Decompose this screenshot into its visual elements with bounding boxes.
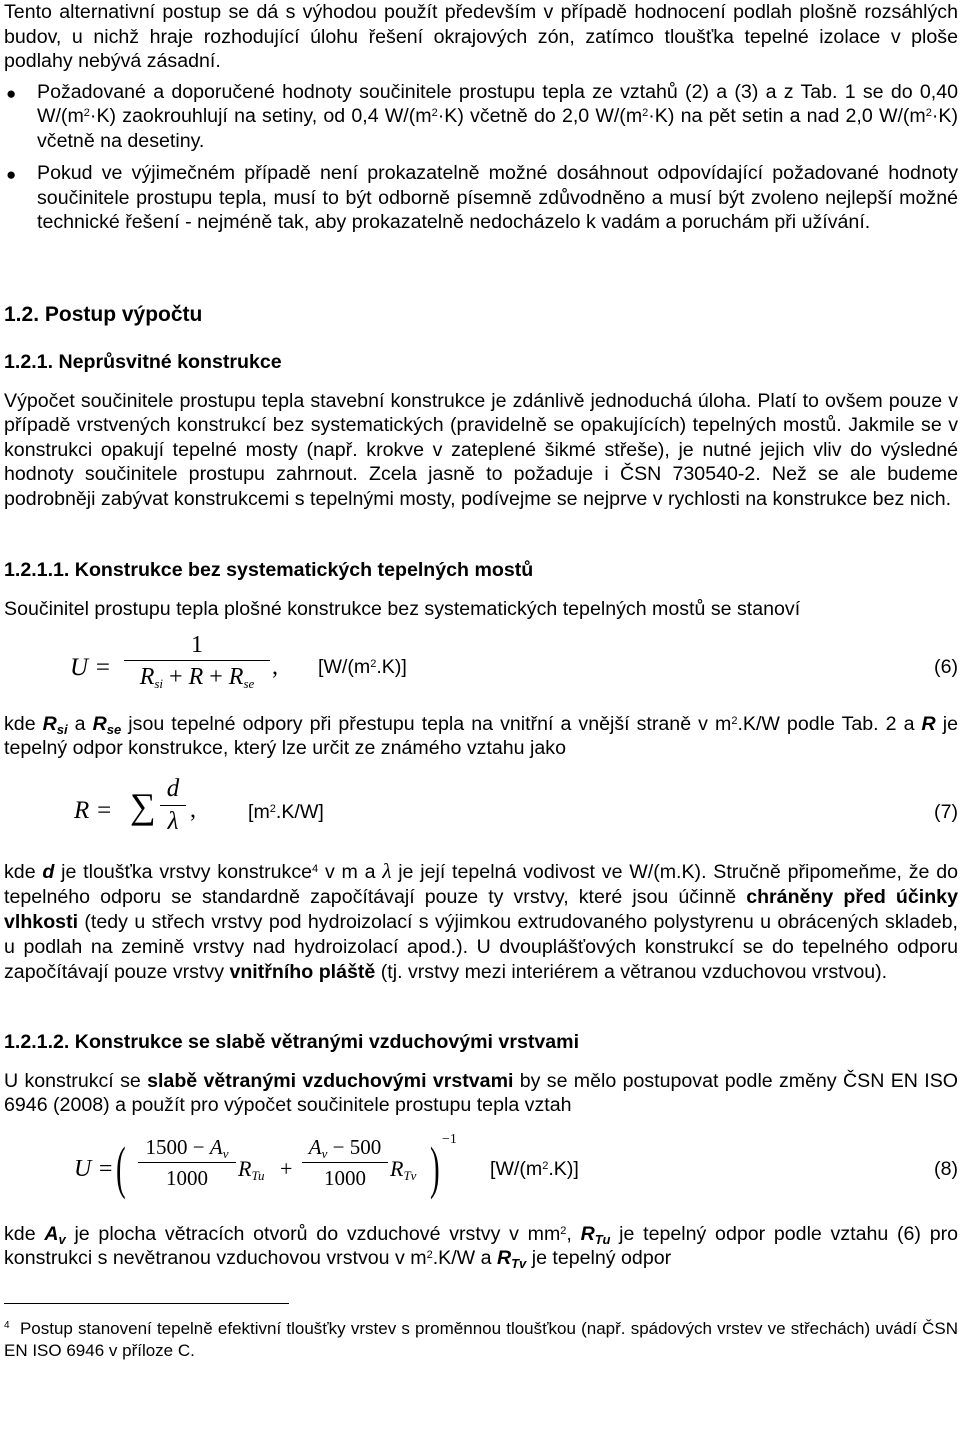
left-paren-icon: ( — [116, 1134, 126, 1200]
equation-6-fraction: 1 $R_{si} + R + R_{se}$ — [124, 630, 270, 693]
bullet-icon: ● — [6, 83, 17, 103]
section-1-2-1-2-intro: U konstrukcí se slabě větranými vzduchovými vrstvami by se mělo postupovat podle změny ČSN EN ISO 6946 (2008) a použít pro výpočet součinitele prostupu tepla vztah — [4, 1069, 958, 1116]
footnote-divider — [4, 1303, 289, 1304]
equation-number-8: (8) — [934, 1157, 958, 1180]
right-paren-icon: ) — [430, 1134, 440, 1200]
equation-number-6: (6) — [934, 655, 958, 678]
footnote-4: $^4$ Postup stanovení tepelně efektivní tloušťky vrstev s proměnnou tloušťkou (např. spádových vrstev ve střechách) uvádí ČSN EN ISO 6946 v příloze C. — [4, 1318, 959, 1360]
section-heading-1-2-1: 1.2.1. Neprůsvitné konstrukce — [4, 350, 282, 373]
equation-6: U = 1 $R_{si} + R + R_{se}$ , $[W/(m^2.K)]$ (6) — [70, 631, 958, 691]
equation-8: U = ( $1500 - A_v$ 1000 $R_{Tu}$ + $A_v - 500$ 1000 $R_{Tv}$ ) −1 $[W/(m^2.K)]$ (8) — [74, 1131, 958, 1200]
equation-number-7: (7) — [934, 800, 958, 823]
section-1-2-1-text: Výpočet součinitele prostupu tepla stavební konstrukce je zdánlivě jednoduchá úloha. Platí to ovšem pouze v případě vrstvených konstrukcí bez systematických (pravidelně se opakujících) tepelných mostů. Jakmile se v konstrukci opakují tepelné mosty (např. krokve v zateplené šikmé střeše), je nutné jejich vliv do výsledné hodnoty součinitele prostupu zahrnout. Zcela jasně to požaduje i ČSN 730540-2. Než se ale budeme podrobněji zabývat konstrukcemi s tepelnými mosty, podívejme se nejprve v rychlosti na konstrukce bez nich. — [4, 389, 958, 510]
document-page — [4, 0, 958, 1362]
bullet-list — [4, 80, 958, 235]
equation-8-fraction-1: $1500 - A_v$ 1000 — [138, 1132, 236, 1193]
bullet-icon: ● — [6, 165, 17, 184]
equation-8-explanation: kde $A_v$ je plocha větracích otvorů do vzduchové vrstvy v $mm^2$, $R_{Tu}$ je tepelný odpor podle vztahu (6) pro konstrukci s nevětranou vzduchovou vrstvou v $m^2.K/W$ a $R_{Tv}$ je tepelný odpor — [4, 1222, 959, 1271]
equation-8-fraction-2: $A_v - 500$ 1000 — [302, 1132, 388, 1193]
equation-6-explanation: kde $R_{si}$ a $R_{se}$ jsou tepelné odpory při přestupu tepla na vnitřní a vnější straně v $m^2.K/W$ podle Tab. 2 a R je tepelný odpor konstrukce, který lze určit ze známého vztahu jako — [4, 712, 958, 759]
equation-7-explanation: kde d je tloušťka vrstvy konstrukce$^4$ v m a λ je její tepelná vodivost ve W/(m.K). Stručně připomeňme, že do tepelného odporu se standardně započítávají pouze ty vrstvy, které jsou účinně chráněny před účinky vlhkosti (tedy u střech vrstvy pod hydroizolací s výjimkou extrudovaného polystyrenu u obrácených skladeb, u podlah na zemině vrstvy nad hydroizolací apod.). U dvouplášťových konstrukcí se do tepelného odporu započítávají pouze vrstvy vnitřního pláště (tj. vrstvy mezi interiérem a větranou vzduchovou vrstvou). — [4, 858, 958, 983]
equation-7: R = ∑ d λ , $[m^2.K/W]$ (7) — [4, 773, 958, 851]
sum-icon: ∑ — [130, 785, 156, 826]
section-1-2-1-1-intro: Součinitel prostupu tepla plošné konstrukce bez systematických tepelných mostů se stanoví — [4, 598, 801, 620]
bullet-item-rounding: ● Požadované a doporučené hodnoty součinitele prostupu tepla ze vztahů (2) a (3) a z Tab. 1 se do 0,40 $W/(m^2\cdot K)$ zaokrouhlují na setiny, od 0,4 $W/(m^2\cdot K)$ včetně do 2,0 $W/(m^2\cdot K)$ na pět setin a nad 2,0 $W/(m^2\cdot K)$ včetně na desetiny. — [6, 80, 958, 152]
equation-7-fraction: d λ — [160, 773, 186, 838]
section-heading-1-2: 1.2. Postup výpočtu — [4, 302, 203, 326]
intro-paragraph: Tento alternativní postup se dá s výhodou použít především v případě hodnocení podlah plošně rozsáhlých budov, u nichž hraje rozhodující úlohu řešení okrajových zón, zatímco tloušťka tepelné izolace v ploše podlahy nebývá zásadní. — [4, 1, 958, 72]
bullet-item-exception: ● Pokud ve výjimečném případě není prokazatelně možné dosáhnout odpovídající požadované hodnoty součinitele prostupu tepla, musí to být odborně písemně zdůvodněno a musí být zvoleno nejlepší možné technické řešení - nejméně tak, aby prokazatelně nedocházelo k vadám a poruchám při užívání. — [6, 162, 958, 233]
section-heading-1-2-1-1: 1.2.1.1. Konstrukce bez systematických tepelných mostů — [4, 559, 534, 581]
section-heading-1-2-1-2: 1.2.1.2. Konstrukce se slabě větranými vzduchovými vrstvami — [4, 1030, 580, 1053]
